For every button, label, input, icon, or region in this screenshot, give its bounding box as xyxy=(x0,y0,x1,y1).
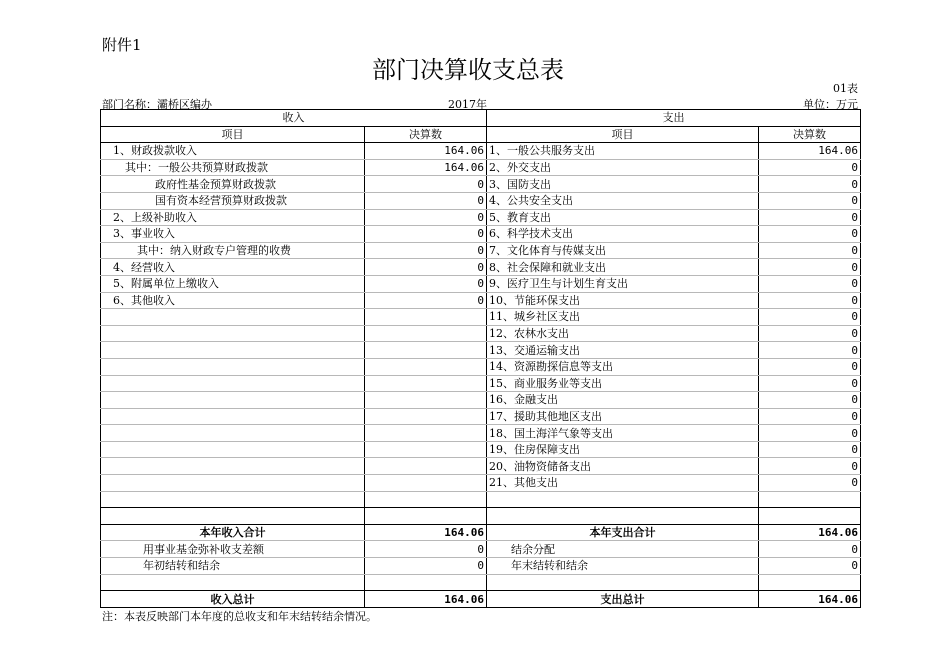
income-value: 0 xyxy=(365,259,487,276)
table-row xyxy=(101,209,861,226)
income-item xyxy=(101,458,365,475)
expense-value: 0 xyxy=(759,358,861,375)
income-value xyxy=(365,375,487,392)
table-row xyxy=(101,143,861,160)
income-value xyxy=(365,325,487,342)
department-name: 部门名称：灞桥区编办 xyxy=(102,98,212,111)
income-item xyxy=(101,441,365,458)
income-item: 3、事业收入 xyxy=(101,226,365,243)
expense-value: 0 xyxy=(759,375,861,392)
table-row xyxy=(101,176,861,193)
expense-value: 164.06 xyxy=(759,143,861,160)
income-item: 6、其他收入 xyxy=(101,292,365,309)
attachment-label: 附件1 xyxy=(102,36,142,54)
table-row xyxy=(101,226,861,243)
table-row xyxy=(101,259,861,276)
income-adjust-value: 0 xyxy=(365,558,487,575)
expense-item: 12、农林水支出 xyxy=(487,325,759,342)
income-value xyxy=(365,425,487,442)
expense-item: 10、节能环保支出 xyxy=(487,292,759,309)
income-item: 5、附属单位上缴收入 xyxy=(101,275,365,292)
expense-item: 15、商业服务业等支出 xyxy=(487,375,759,392)
income-adjust-item: 用事业基金弥补收支差额 xyxy=(101,541,365,558)
income-subtotal-label: 本年收入合计 xyxy=(101,524,365,541)
income-amount-header: 决算数 xyxy=(365,126,487,143)
income-value: 0 xyxy=(365,209,487,226)
income-value: 164.06 xyxy=(365,143,487,160)
income-value: 164.06 xyxy=(365,159,487,176)
table-row xyxy=(101,292,861,309)
table-row xyxy=(101,375,861,392)
expense-value: 0 xyxy=(759,425,861,442)
income-item: 政府性基金预算财政拨款 xyxy=(101,176,365,193)
expense-item-header: 项目 xyxy=(487,126,759,143)
income-item-header: 项目 xyxy=(101,126,365,143)
income-item xyxy=(101,475,365,492)
income-value xyxy=(365,392,487,409)
expense-item: 11、城乡社区支出 xyxy=(487,309,759,326)
footnote: 注：本表反映部门本年度的总收支和年末结转结余情况。 xyxy=(102,610,377,623)
expense-total-label: 支出总计 xyxy=(487,591,759,608)
income-group-header: 收入 xyxy=(101,110,487,127)
expense-value: 0 xyxy=(759,392,861,409)
expense-value: 0 xyxy=(759,176,861,193)
expense-value: 0 xyxy=(759,475,861,492)
income-item xyxy=(101,342,365,359)
expense-adjust-item: 年末结转和结余 xyxy=(487,558,759,575)
income-item xyxy=(101,425,365,442)
expense-item: 9、医疗卫生与计划生育支出 xyxy=(487,275,759,292)
expense-item: 7、文化体育与传媒支出 xyxy=(487,242,759,259)
blank-row xyxy=(101,574,861,591)
income-value: 0 xyxy=(365,192,487,209)
expense-adjust-value: 0 xyxy=(759,541,861,558)
expense-total-value: 164.06 xyxy=(759,591,861,608)
income-total-value: 164.06 xyxy=(365,591,487,608)
blank-row xyxy=(101,491,861,508)
expense-item: 6、科学技术支出 xyxy=(487,226,759,243)
table-row xyxy=(101,275,861,292)
expense-value: 0 xyxy=(759,441,861,458)
expense-item: 16、金融支出 xyxy=(487,392,759,409)
expense-value: 0 xyxy=(759,159,861,176)
table-row xyxy=(101,458,861,475)
expense-adjust-value: 0 xyxy=(759,558,861,575)
expense-item: 18、国土海洋气象等支出 xyxy=(487,425,759,442)
income-item: 4、经营收入 xyxy=(101,259,365,276)
expense-item: 1、一般公共服务支出 xyxy=(487,143,759,160)
income-value xyxy=(365,342,487,359)
expense-value: 0 xyxy=(759,209,861,226)
income-item xyxy=(101,375,365,392)
table-row xyxy=(101,325,861,342)
expense-item: 3、国防支出 xyxy=(487,176,759,193)
form-number: 01表 xyxy=(833,82,858,95)
income-value: 0 xyxy=(365,242,487,259)
expense-value: 0 xyxy=(759,292,861,309)
table-row xyxy=(101,441,861,458)
table-row xyxy=(101,425,861,442)
expense-item: 20、油物资储备支出 xyxy=(487,458,759,475)
expense-adjust-item: 结余分配 xyxy=(487,541,759,558)
report-year: 2017年 xyxy=(448,98,487,111)
income-subtotal-value: 164.06 xyxy=(365,524,487,541)
income-value: 0 xyxy=(365,176,487,193)
income-value: 0 xyxy=(365,275,487,292)
table-row xyxy=(101,159,861,176)
expense-item: 2、外交支出 xyxy=(487,159,759,176)
table-row xyxy=(101,242,861,259)
expense-item: 13、交通运输支出 xyxy=(487,342,759,359)
table-row xyxy=(101,358,861,375)
subtotal-row xyxy=(101,524,861,541)
income-value: 0 xyxy=(365,226,487,243)
page-title: 部门决算收支总表 xyxy=(372,56,564,84)
budget-table xyxy=(100,109,861,608)
expense-item: 17、援助其他地区支出 xyxy=(487,408,759,425)
table-row xyxy=(101,309,861,326)
expense-subtotal-value: 164.06 xyxy=(759,524,861,541)
income-value xyxy=(365,309,487,326)
income-item xyxy=(101,325,365,342)
expense-value: 0 xyxy=(759,325,861,342)
income-item xyxy=(101,309,365,326)
income-value xyxy=(365,475,487,492)
table-row xyxy=(101,392,861,409)
expense-value: 0 xyxy=(759,192,861,209)
unit-label: 单位：万元 xyxy=(803,98,858,111)
expense-value: 0 xyxy=(759,226,861,243)
blank-row xyxy=(101,508,861,525)
total-row xyxy=(101,591,861,608)
income-item: 其中：纳入财政专户管理的收费 xyxy=(101,242,365,259)
income-total-label: 收入总计 xyxy=(101,591,365,608)
expense-value: 0 xyxy=(759,275,861,292)
expense-item: 21、其他支出 xyxy=(487,475,759,492)
column-header-row xyxy=(101,126,861,143)
income-value xyxy=(365,458,487,475)
income-item: 1、财政拨款收入 xyxy=(101,143,365,160)
expense-item: 14、资源勘探信息等支出 xyxy=(487,358,759,375)
expense-item: 8、社会保障和就业支出 xyxy=(487,259,759,276)
adjust-row xyxy=(101,541,861,558)
expense-value: 0 xyxy=(759,458,861,475)
table-row xyxy=(101,408,861,425)
income-value: 0 xyxy=(365,292,487,309)
expense-amount-header: 决算数 xyxy=(759,126,861,143)
adjust-row xyxy=(101,558,861,575)
income-item xyxy=(101,408,365,425)
income-item xyxy=(101,358,365,375)
group-header-row xyxy=(101,110,861,127)
expense-value: 0 xyxy=(759,242,861,259)
expense-item: 5、教育支出 xyxy=(487,209,759,226)
table-row xyxy=(101,475,861,492)
income-item: 国有资本经营预算财政拨款 xyxy=(101,192,365,209)
income-value xyxy=(365,358,487,375)
expense-item: 4、公共安全支出 xyxy=(487,192,759,209)
table-row xyxy=(101,192,861,209)
expense-subtotal-label: 本年支出合计 xyxy=(487,524,759,541)
income-item xyxy=(101,392,365,409)
income-adjust-value: 0 xyxy=(365,541,487,558)
income-item: 其中：一般公共预算财政拨款 xyxy=(101,159,365,176)
income-value xyxy=(365,441,487,458)
income-item: 2、上级补助收入 xyxy=(101,209,365,226)
expense-value: 0 xyxy=(759,259,861,276)
income-value xyxy=(365,408,487,425)
expense-item: 19、住房保障支出 xyxy=(487,441,759,458)
income-adjust-item: 年初结转和结余 xyxy=(101,558,365,575)
table-row xyxy=(101,342,861,359)
expense-group-header: 支出 xyxy=(487,110,861,127)
expense-value: 0 xyxy=(759,342,861,359)
expense-value: 0 xyxy=(759,309,861,326)
expense-value: 0 xyxy=(759,408,861,425)
